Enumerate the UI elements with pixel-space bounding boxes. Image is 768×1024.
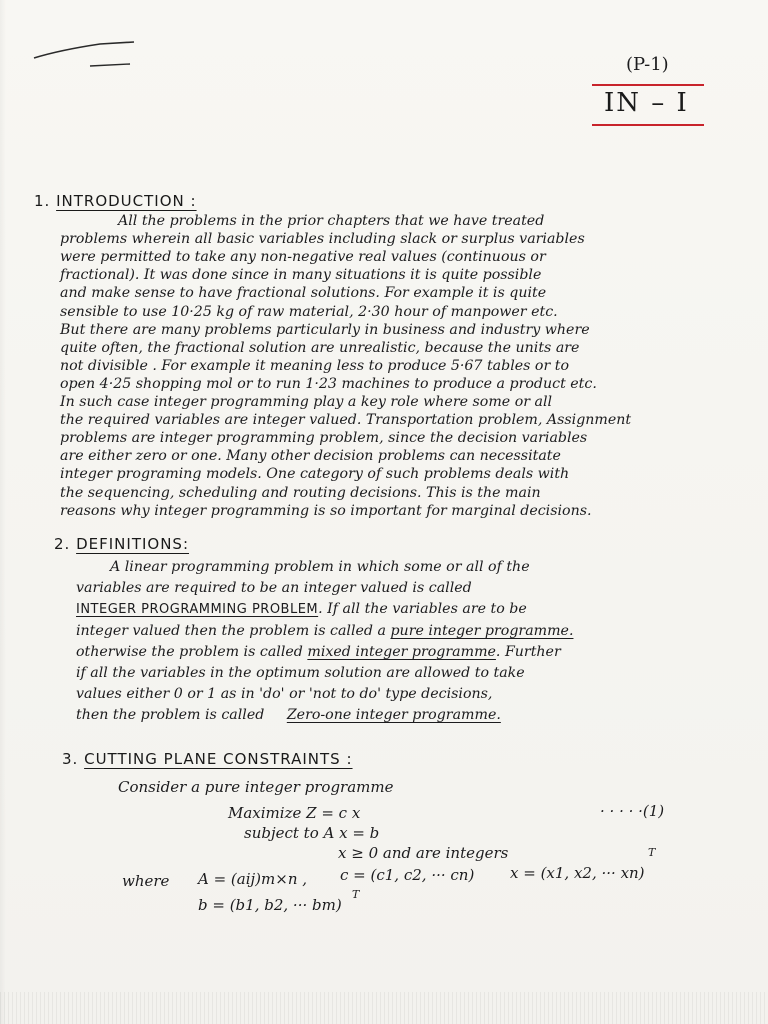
introduction-line: the required variables are integer valued. Transportation problem, Assignment bbox=[60, 412, 632, 429]
definitions-text: . If all the variables are to be bbox=[318, 601, 527, 617]
introduction-line: In such case integer programming play a key role where some or all bbox=[60, 394, 553, 410]
introduction-line: not divisible . For example it meaning less to produce 5·67 tables or to bbox=[60, 357, 569, 374]
objective-function: Maximize Z = c x bbox=[228, 804, 361, 822]
section-title: DEFINITIONS: bbox=[76, 535, 190, 553]
definitions-text: . Further bbox=[495, 644, 561, 660]
nonnegativity-constraint: x ≥ 0 and are integers bbox=[338, 844, 509, 862]
definitions-line bbox=[76, 602, 527, 616]
red-rule-bottom bbox=[592, 124, 704, 126]
matrix-a-definition: A = (aij)m×n , bbox=[198, 870, 308, 888]
cutting-plane-intro: Consider a pure integer programme bbox=[118, 778, 394, 796]
section-heading-introduction bbox=[34, 192, 197, 210]
scan-edge-noise bbox=[0, 992, 768, 1024]
definitions-line: if all the variables in the optimum solution are allowed to take bbox=[76, 665, 525, 681]
section-title: CUTTING PLANE CONSTRAINTS : bbox=[84, 750, 353, 768]
introduction-line: were permitted to take any non-negative real values (continuous or bbox=[60, 249, 546, 266]
scribble-mark bbox=[30, 36, 140, 76]
introduction-line: problems wherein all basic variables including slack or surplus variables bbox=[60, 231, 585, 248]
introduction-line: quite often, the fractional solution are unrealistic, because the units are bbox=[60, 339, 580, 356]
red-rule-top bbox=[592, 84, 704, 86]
definitions-line bbox=[76, 645, 561, 659]
introduction-line: open 4·25 shopping mol or to run 1·23 machines to produce a product etc. bbox=[60, 375, 597, 392]
transpose-b: T bbox=[352, 888, 360, 901]
section-title: INTRODUCTION : bbox=[56, 192, 197, 210]
definitions-text: integer valued then the problem is called a bbox=[76, 623, 386, 639]
term-mixed-integer-programme: mixed integer programme bbox=[307, 644, 496, 660]
introduction-line: sensible to use 10·25 kg of raw material, 2·30 hour of manpower etc. bbox=[60, 303, 558, 320]
equation-number: · · · · ·(1) bbox=[600, 802, 665, 820]
introduction-line: reasons why integer programming is so important for marginal decisions. bbox=[60, 502, 592, 519]
transpose-x: T bbox=[648, 846, 656, 859]
where-label: where bbox=[122, 872, 170, 890]
chapter-title: IN – I bbox=[604, 88, 689, 118]
section-heading-definitions bbox=[54, 535, 189, 553]
vector-x-definition: x = (x1, x2, ··· xn) bbox=[510, 864, 645, 882]
section-number: 2. bbox=[54, 535, 71, 553]
vector-c-definition: c = (c1, c2, ··· cn) bbox=[340, 866, 475, 884]
introduction-line: the sequencing, scheduling and routing decisions. This is the main bbox=[60, 484, 541, 501]
introduction-line: are either zero or one. Many other decision problems can necessitate bbox=[60, 448, 561, 465]
vector-b-definition: b = (b1, b2, ··· bm) bbox=[198, 896, 342, 914]
definitions-text: then the problem is called bbox=[76, 707, 265, 723]
introduction-line: problems are integer programming problem, since the decision variables bbox=[60, 430, 588, 447]
term-integer-programming-problem: INTEGER PROGRAMMING PROBLEM bbox=[76, 602, 319, 617]
definitions-text: otherwise the problem is called bbox=[76, 644, 303, 660]
introduction-line: All the problems in the prior chapters that we have treated bbox=[118, 213, 545, 229]
definitions-line: A linear programming problem in which some or all of the bbox=[110, 559, 530, 575]
section-number: 1. bbox=[34, 192, 51, 210]
definitions-line: values either 0 or 1 as in 'do' or 'not to do' type decisions, bbox=[76, 686, 493, 702]
introduction-line: integer programing models. One category of such problems deals with bbox=[60, 466, 570, 483]
section-heading-cutting-plane bbox=[62, 750, 353, 768]
term-pure-integer-programme: pure integer programme. bbox=[390, 623, 574, 639]
introduction-line: But there are many problems particularly in business and industry where bbox=[60, 321, 590, 338]
section-number: 3. bbox=[62, 750, 79, 768]
page-number: (P-1) bbox=[626, 54, 669, 75]
constraint-equation: subject to A x = b bbox=[244, 824, 380, 842]
introduction-line: fractional). It was done since in many situations it is quite possible bbox=[60, 267, 542, 284]
term-zero-one-integer-programme: Zero-one integer programme. bbox=[286, 707, 501, 723]
introduction-line: and make sense to have fractional solutions. For example it is quite bbox=[60, 285, 547, 302]
definitions-line: variables are required to be an integer valued is called bbox=[76, 580, 472, 596]
definitions-line bbox=[76, 624, 573, 638]
definitions-line bbox=[76, 708, 501, 722]
